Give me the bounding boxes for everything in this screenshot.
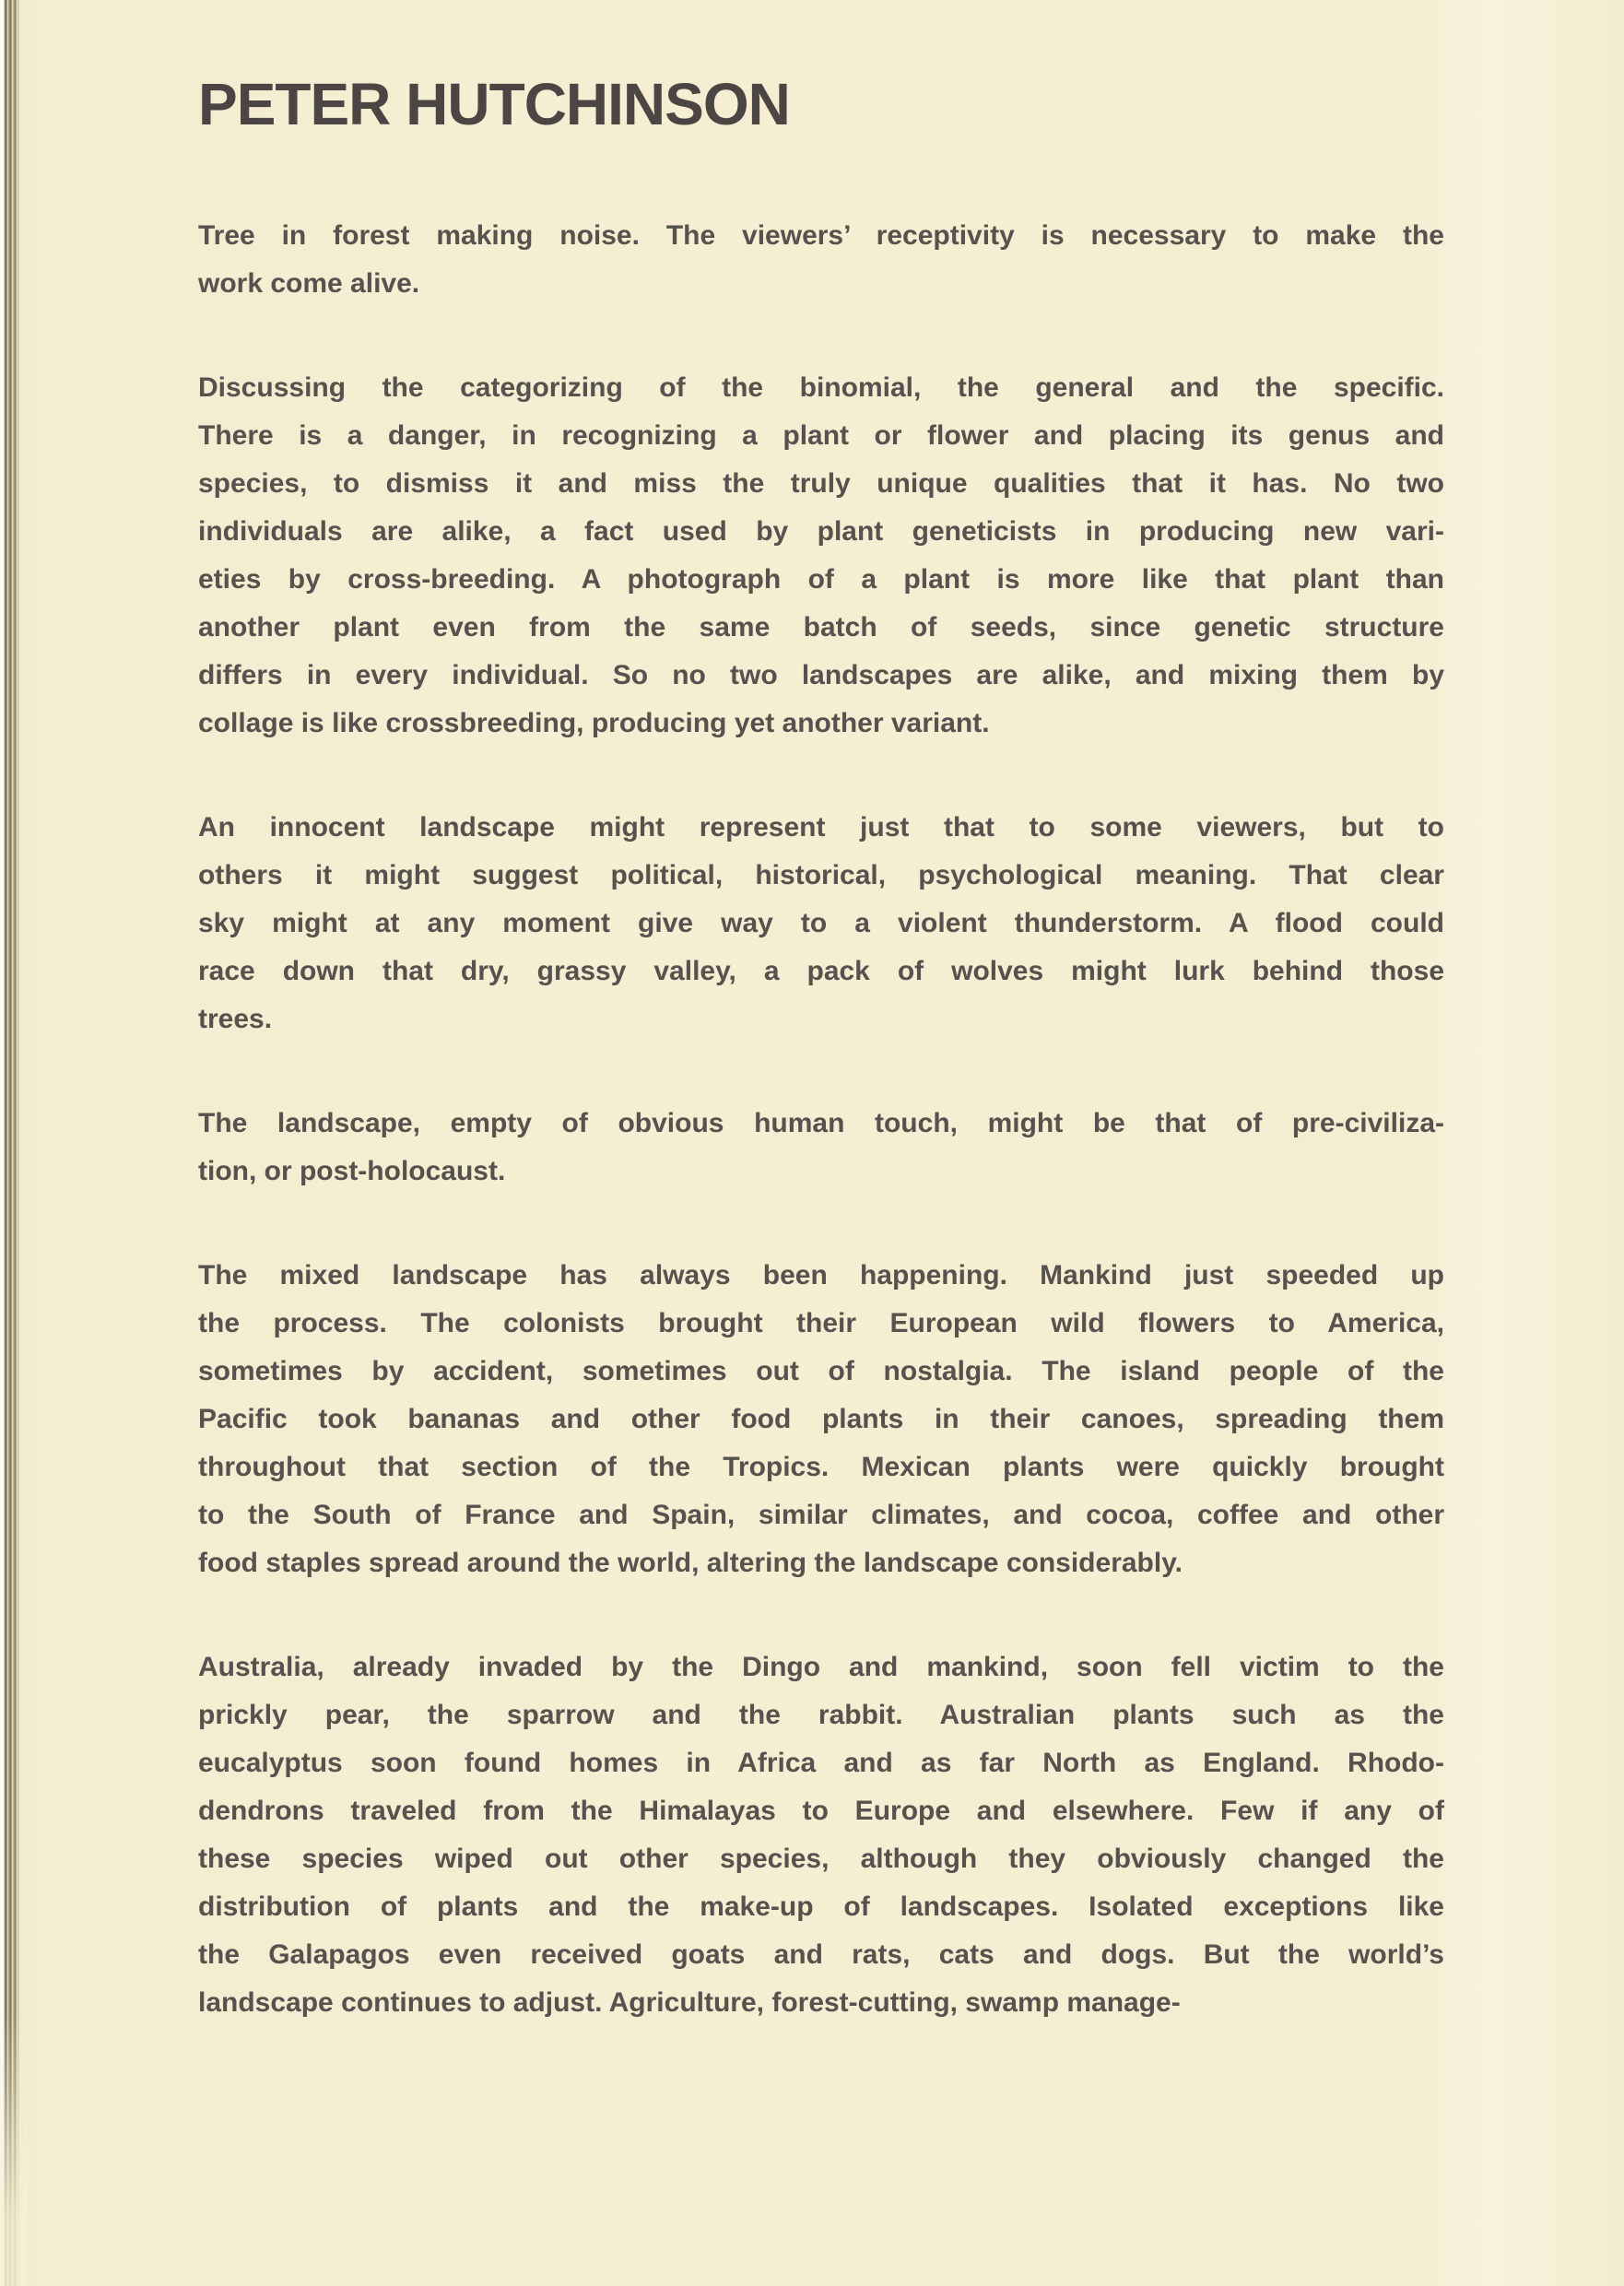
text-line: throughout that section of the Tropics. Mexican plants were quickly brought	[198, 1452, 1444, 1482]
paragraph	[198, 1100, 1444, 1196]
text-line: to the South of France and Spain, similar climates, and cocoa, coffee and other	[198, 1500, 1444, 1530]
text-line: others it might suggest political, historical, psychological meaning. That clear	[198, 860, 1444, 890]
text-line: these species wiped out other species, although they obviously changed the	[198, 1844, 1444, 1874]
paragraph	[198, 1644, 1444, 2027]
text-line: species, to dismiss it and miss the truly unique qualities that it has. No two	[198, 468, 1444, 499]
text-line: dendrons traveled from the Himalayas to Europe and elsewhere. Few if any of	[198, 1796, 1444, 1826]
text-line: sky might at any moment give way to a violent thunderstorm. A flood could	[198, 908, 1444, 938]
text-line: race down that dry, grassy valley, a pack of wolves might lurk behind those	[198, 956, 1444, 986]
text-line: tion, or post-holocaust.	[198, 1156, 506, 1186]
scanned-page	[198, 0, 1444, 2083]
text-line: An innocent landscape might represent just that to some viewers, but to	[198, 812, 1444, 843]
text-line: eucalyptus soon found homes in Africa and as far North as England. Rhodo-	[198, 1748, 1444, 1778]
text-line: the process. The colonists brought their European wild flowers to America,	[198, 1308, 1444, 1338]
text-line: another plant even from the same batch of seeds, since genetic structure	[198, 612, 1444, 642]
text-line: Pacific took bananas and other food plants in their canoes, spreading them	[198, 1404, 1444, 1434]
text-line: Australia, already invaded by the Dingo and mankind, soon fell victim to the	[198, 1652, 1444, 1682]
text-line: Discussing the categorizing of the binomial, the general and the specific.	[198, 372, 1444, 403]
text-line: There is a danger, in recognizing a plant or flower and placing its genus and	[198, 420, 1444, 451]
book-binding-edge	[0, 0, 28, 2286]
paragraph	[198, 804, 1444, 1043]
text-line: differs in every individual. So no two landscapes are alike, and mixing them by	[198, 660, 1444, 690]
paragraphs	[198, 212, 1444, 2027]
text-line: trees.	[198, 1004, 273, 1034]
paragraph	[198, 1252, 1444, 1587]
text-line: The mixed landscape has always been happening. Mankind just speeded up	[198, 1260, 1444, 1290]
text-line: food staples spread around the world, altering the landscape considerably.	[198, 1548, 1183, 1578]
text-line: The landscape, empty of obvious human touch, might be that of pre-civiliza-	[198, 1108, 1444, 1138]
paragraph	[198, 212, 1444, 308]
text-line: landscape continues to adjust. Agriculture, forest-cutting, swamp manage-	[198, 1987, 1181, 2018]
paragraph	[198, 364, 1444, 748]
text-line: prickly pear, the sparrow and the rabbit. Australian plants such as the	[198, 1700, 1444, 1730]
text-line: distribution of plants and the make-up of landscapes. Isolated exceptions like	[198, 1891, 1444, 1922]
page-title: PETER HUTCHINSON	[198, 71, 790, 137]
text-line: individuals are alike, a fact used by plant geneticists in producing new vari-	[198, 516, 1444, 547]
text-line: eties by cross-breeding. A photograph of a plant is more like that plant than	[198, 564, 1444, 595]
text-line: collage is like crossbreeding, producing yet another variant.	[198, 708, 990, 738]
text-line: sometimes by accident, sometimes out of nostalgia. The island people of the	[198, 1356, 1444, 1386]
text-line: work come alive.	[198, 268, 420, 299]
text-line: the Galapagos even received goats and rats, cats and dogs. But the world’s	[198, 1939, 1444, 1970]
text-line: Tree in forest making noise. The viewers’ receptivity is necessary to make the	[198, 220, 1444, 251]
